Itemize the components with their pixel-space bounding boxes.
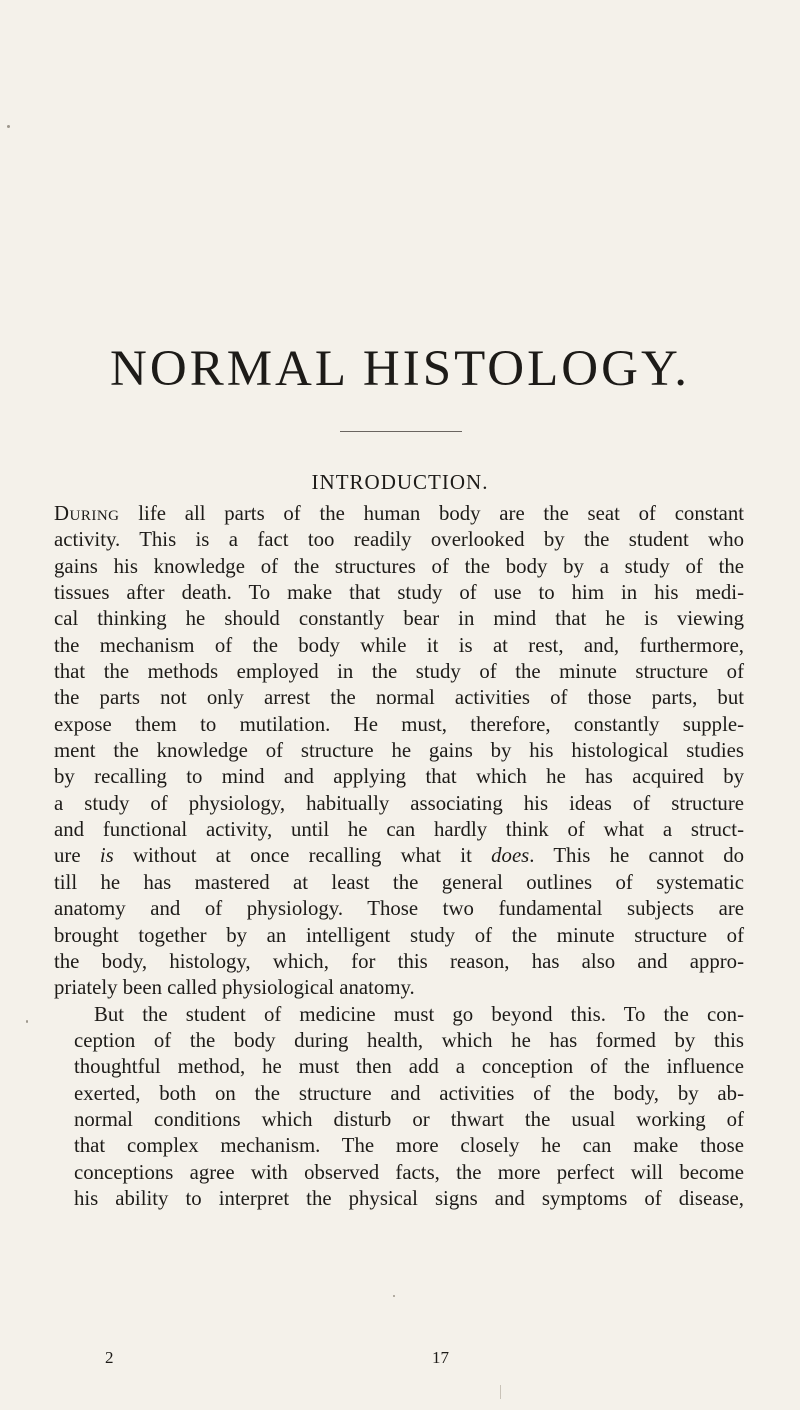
text-line: But the student of medicine must go beyond this. To the con- — [94, 1002, 744, 1026]
text-line: brought together by an intelligent study of the minute structure of — [54, 923, 744, 947]
paper-speck — [7, 125, 10, 128]
signature-mark: 2 — [105, 1348, 114, 1367]
title-divider-rule — [340, 431, 462, 432]
page-footer — [0, 1348, 800, 1372]
text-line: anatomy and of physiology. Those two fundamental subjects are — [54, 897, 744, 921]
text-line: activity. This is a fact too readily overlooked by the student who — [54, 528, 744, 552]
text-line: exerted, both on the structure and activities of the body, by ab- — [74, 1081, 744, 1105]
text-line: gains his knowledge of the structures of the body by a study of the — [54, 554, 744, 578]
text-line: the parts not only arrest the normal activities of those parts, but — [54, 686, 744, 710]
text-line: by recalling to mind and applying that which he has acquired by — [54, 765, 744, 789]
paper-speck — [500, 1385, 501, 1399]
section-heading: INTRODUCTION. — [311, 470, 489, 494]
paragraph-1 — [54, 501, 744, 1002]
text-line: ception of the body during health, which he has formed by this — [74, 1028, 744, 1052]
text-line: thoughtful method, he must then add a conception of the influence — [74, 1055, 744, 1079]
page-number: 17 — [432, 1348, 449, 1367]
text-line: that complex mechanism. The more closely he can make those — [74, 1134, 744, 1158]
text-line: conceptions agree with observed facts, the more perfect will become — [74, 1160, 744, 1184]
text-line: that the methods employed in the study of the minute structure of — [54, 660, 744, 684]
text-line: During life all parts of the human body are the seat of constant — [54, 502, 744, 525]
paragraph-2 — [54, 1002, 744, 1213]
drop-lead-word: During — [54, 502, 120, 525]
paper-speck — [26, 1020, 28, 1023]
text-line: the mechanism of the body while it is at rest, and, furthermore, — [54, 633, 744, 657]
text-line: priately been called physiological anatomy. — [54, 976, 415, 1000]
text-line: a study of physiology, habitually associating his ideas of structure — [54, 791, 744, 815]
text-line: expose them to mutilation. He must, therefore, constantly supple- — [54, 712, 744, 736]
text-line: ure is without at once recalling what it does. This he cannot do — [54, 844, 744, 868]
text-line: cal thinking he should constantly bear in mind that he is viewing — [54, 607, 744, 631]
text-line: the body, histology, which, for this reason, has also and appro- — [54, 949, 744, 973]
text-line: tissues after death. To make that study of use to him in his medi- — [54, 581, 744, 605]
italic-does: does — [491, 844, 530, 868]
page-title: NORMAL HISTOLOGY. — [110, 341, 690, 397]
text-line: his ability to interpret the physical signs and symptoms of disease, — [74, 1186, 744, 1210]
text-line: till he has mastered at least the general outlines of systematic — [54, 870, 744, 894]
text-line: and functional activity, until he can hardly think of what a struct- — [54, 818, 744, 842]
text-line: ment the knowledge of structure he gains by his histological studies — [54, 739, 744, 763]
text-line: normal conditions which disturb or thwart the usual working of — [74, 1107, 744, 1131]
italic-is: is — [99, 844, 114, 868]
paper-speck — [393, 1295, 395, 1297]
body-text — [54, 501, 744, 1212]
